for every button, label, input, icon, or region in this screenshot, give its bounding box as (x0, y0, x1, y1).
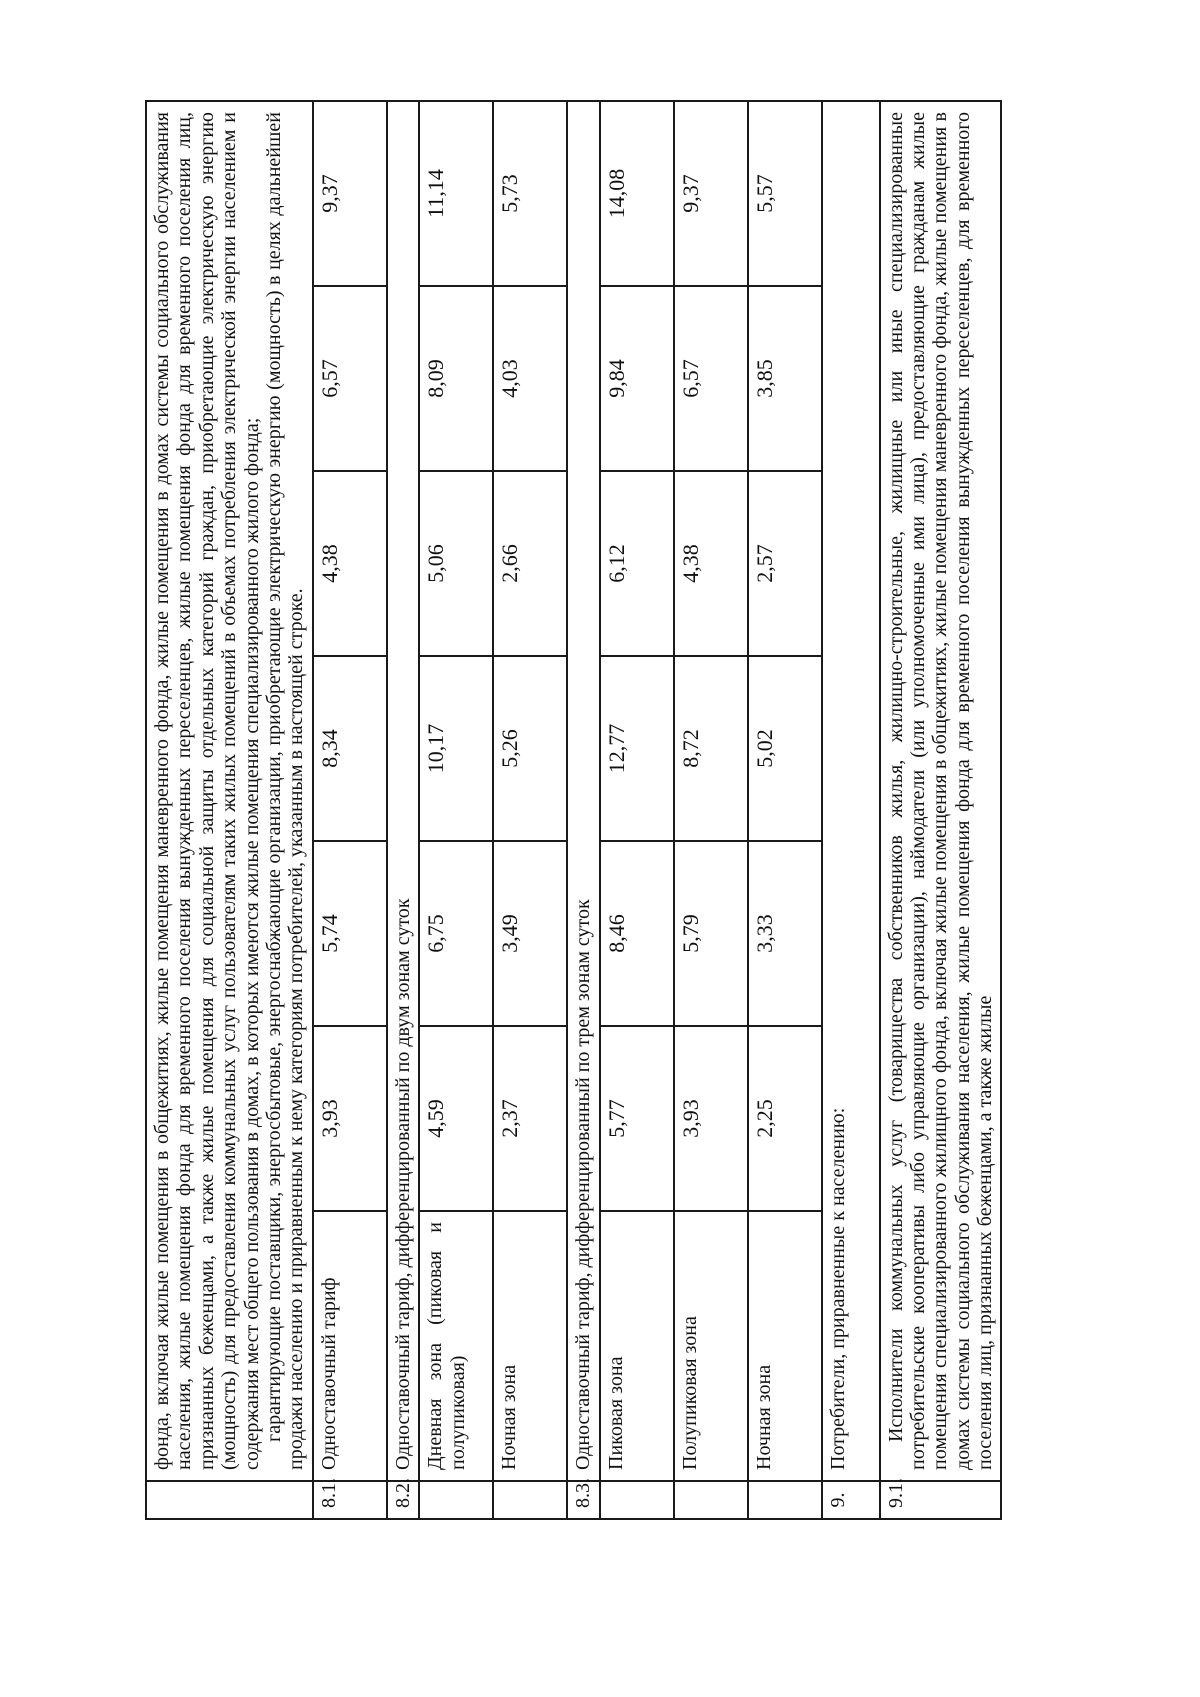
value-cell: 9,84 (600, 286, 674, 471)
value-cell: 11,14 (419, 101, 493, 286)
row-number (748, 1481, 822, 1519)
row-label: Ночная зона (748, 1211, 822, 1481)
value-cell: 9,37 (674, 101, 748, 286)
value-cell: 5,26 (493, 656, 567, 841)
value-cell: 9,37 (313, 101, 387, 286)
value-cell: 10,17 (419, 656, 493, 841)
row-number (493, 1481, 567, 1519)
value-cell: 6,75 (419, 841, 493, 1026)
row-number (146, 1481, 313, 1519)
table-row-heading (822, 101, 880, 1519)
table-row-text (880, 101, 1002, 1519)
value-cell: 2,66 (493, 471, 567, 656)
row-number (600, 1481, 674, 1519)
row-label: Пиковая зона (600, 1211, 674, 1481)
value-cell: 5,79 (674, 841, 748, 1026)
row-label: Дневная зона (пиковая и полупиковая) (419, 1211, 493, 1481)
value-cell: 5,57 (748, 101, 822, 286)
row-number: 9.1. (880, 1481, 1002, 1519)
table-row (748, 101, 822, 1519)
intro-paragraph-1: фонда, включая жилые помещения в общежитиях, жилые помещения маневренного фонда, жилые помещения в домах системы социального обслуживания населения, жилые помещения фонда для временного поселения вынужденных переселенцев, жилые помещения фонда для временного поселения лиц, признанных беженцами, а также жилые помещения для социальной защиты отдельных категорий граждан, приобретающие электрическую энергию (мощность) для предоставления коммунальных услуг пользователям таких жилых помещений в объемах потребления электрической энергии населением и содержания мест общего пользования в домах, в которых имеются жилые помещения специализированного жилого фонда; (151, 112, 263, 1470)
row-number (674, 1481, 748, 1519)
value-cell: 14,08 (600, 101, 674, 286)
row-number: 9. (822, 1481, 880, 1519)
row-number: 8.3. (567, 1481, 599, 1519)
row-heading: Потребители, приравненные к населению: (822, 101, 880, 1481)
table-row (419, 101, 493, 1519)
row-text: Исполнители коммунальных услуг (товарищества собственников жилья, жилищно-строительные, жилищные или иные специализированные потребительские кооперативы либо управляющие организации), наймодатели (или уполномоченные ими лица), предоставляющие гражданам жилые помещения специализированного жилищного фонда, включая жилые помещения в общежитиях, жилые помещения маневренного фонда, жилые помещения в домах системы социального обслуживания населения, жилые помещения фонда для временного поселения вынужденных переселенцев, для временного поселения лиц, признанных беженцами, а также жилые (880, 101, 1002, 1481)
table-row (493, 101, 567, 1519)
value-cell: 8,72 (674, 656, 748, 841)
value-cell: 6,57 (674, 286, 748, 471)
value-cell: 6,12 (600, 471, 674, 656)
row-heading: Одноставочный тариф, дифференцированный по трем зонам суток (567, 101, 599, 1481)
value-cell: 4,03 (493, 286, 567, 471)
rotated-document-page (145, 100, 1060, 1520)
intro-cell (146, 101, 313, 1481)
value-cell: 3,93 (313, 1026, 387, 1211)
value-cell: 3,49 (493, 841, 567, 1026)
table-row (674, 101, 748, 1519)
row-number: 8.2. (387, 1481, 419, 1519)
row-number (419, 1481, 493, 1519)
table-row (313, 101, 387, 1519)
table-row (600, 101, 674, 1519)
row-label: Полупиковая зона (674, 1211, 748, 1481)
value-cell: 2,57 (748, 471, 822, 656)
value-cell: 3,85 (748, 286, 822, 471)
row-heading: Одноставочный тариф, дифференцированный по двум зонам суток (387, 101, 419, 1481)
value-cell: 8,46 (600, 841, 674, 1026)
value-cell: 4,59 (419, 1026, 493, 1211)
value-cell: 5,02 (748, 656, 822, 841)
table-row-heading (387, 101, 419, 1519)
value-cell: 6,57 (313, 286, 387, 471)
row-label: Ночная зона (493, 1211, 567, 1481)
value-cell: 2,37 (493, 1026, 567, 1211)
value-cell: 8,34 (313, 656, 387, 841)
value-cell: 5,77 (600, 1026, 674, 1211)
value-cell: 5,06 (419, 471, 493, 656)
table-row-heading (567, 101, 599, 1519)
row-number: 8.1. (313, 1481, 387, 1519)
intro-paragraph-2: гарантирующие поставщики, энергосбытовые, энергоснабжающие организации, приобретающие электрическую энергию (мощность) в целях дальнейшей продажи населению и приравненным к нему категориям потребителей, указанным в настоящей строке. (262, 112, 308, 1470)
value-cell: 4,38 (313, 471, 387, 656)
table-row-intro (146, 101, 313, 1519)
value-cell: 12,77 (600, 656, 674, 841)
value-cell: 5,74 (313, 841, 387, 1026)
value-cell: 4,38 (674, 471, 748, 656)
value-cell: 3,33 (748, 841, 822, 1026)
value-cell: 5,73 (493, 101, 567, 286)
value-cell: 8,09 (419, 286, 493, 471)
value-cell: 2,25 (748, 1026, 822, 1211)
tariff-table (145, 100, 1002, 1520)
row-label: Одноставочный тариф (313, 1211, 387, 1481)
value-cell: 3,93 (674, 1026, 748, 1211)
